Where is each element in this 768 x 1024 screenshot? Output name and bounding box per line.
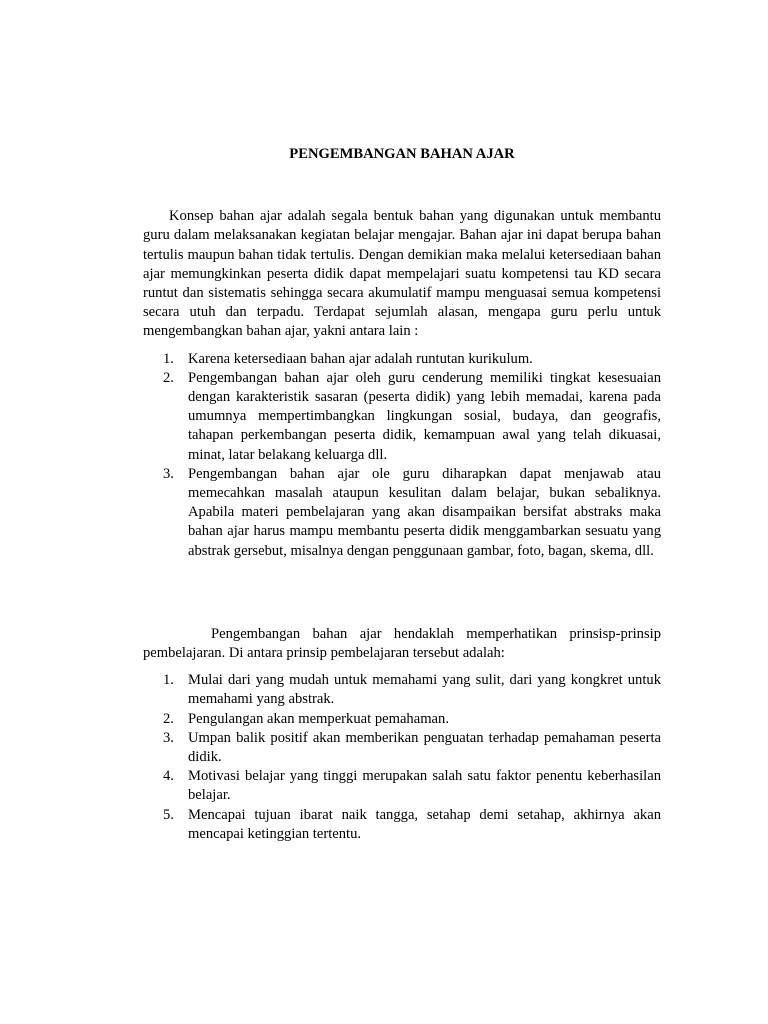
list-item-text: Karena ketersediaan bahan ajar adalah runtutan kurikulum. (188, 350, 533, 367)
list-item-text: Pengulangan akan memperkuat pemahaman. (188, 710, 449, 727)
list-item-text: Pengembangan bahan ajar oleh guru cenderung memiliki tingkat kesesuaian dengan karakteristik sasaran (peserta didik) yang lebih memadai, karena pada umumnya mempertimbangkan lingkungan sosial, budaya, dan geografis, tahapan perkembangan peserta didik, kemampuan awal yang telah dikuasai, minat, latar belakang keluarga dll. (188, 369, 661, 463)
list-item (143, 729, 661, 767)
list-number: 3. (163, 465, 174, 482)
list-item (143, 465, 661, 561)
list-number: 5. (163, 806, 174, 823)
list-number: 2. (163, 369, 174, 386)
list-item-text: Umpan balik positif akan memberikan penguatan terhadap pemahaman peserta didik. (188, 729, 661, 766)
list-item (143, 710, 661, 729)
document-body (143, 145, 661, 844)
list-item-text: Mulai dari yang mudah untuk memahami yang sulit, dari yang kongkret untuk memahami yang abstrak. (188, 672, 661, 708)
list-number: 2. (163, 710, 174, 727)
list-number: 3. (163, 729, 174, 746)
list-item-text: Mencapai tujuan ibarat naik tangga, setahap demi setahap, akhirnya akan mencapai ketinggian tertentu. (188, 806, 661, 842)
list-item-text: Pengembangan bahan ajar ole guru diharapkan dapat menjawab atau memecahkan masalah ataupun kesulitan dalam belajar, bukan sebaliknya. Apabila materi pembelajaran yang akan disampaikan bersifat abstraks maka bahan ajar harus mampu membantu peserta didik menggambarkan sesuatu yang abstrak gersebut, misalnya dengan penggunaan gambar, foto, bagan, skema, dll. (188, 465, 661, 559)
list-number: 1. (163, 672, 174, 689)
list-number: 4. (163, 768, 174, 785)
list-item (143, 671, 661, 709)
list-item (143, 350, 661, 369)
list-item-text: Motivasi belajar yang tinggi merupakan salah satu faktor penentu keberhasilan belajar. (188, 768, 661, 804)
intro-paragraph: Konsep bahan ajar adalah segala bentuk bahan yang digunakan untuk membantu guru dalam melaksanakan kegiatan belajar mengajar. Bahan ajar ini dapat berupa bahan tertulis maupun bahan tidak tertulis. Dengan demikian maka melalui ketersediaan bahan ajar memungkinkan peserta didik dapat mempelajari suatu kompetensi tau KD secara runtut dan sistematis sehingga secara akumulatif mampu menguasai semua kompetensi secara utuh dan terpadu. Terdapat sejumlah alasan, mengapa guru perlu untuk mengembangkan bahan ajar, yakni antara lain : (143, 208, 661, 340)
reasons-list (143, 350, 661, 561)
list-item (143, 767, 661, 805)
section-spacer (143, 561, 661, 625)
principles-list (143, 671, 661, 844)
list-number: 1. (163, 350, 174, 367)
principles-paragraph: Pengembangan bahan ajar hendaklah memperhatikan prinsisp-prinsip pembelajaran. Di antara prinsip pembelajaran tersebut adalah: (143, 625, 661, 662)
list-item (143, 369, 661, 465)
document-title: PENGEMBANGAN BAHAN AJAR (289, 146, 515, 162)
list-item (143, 806, 661, 844)
